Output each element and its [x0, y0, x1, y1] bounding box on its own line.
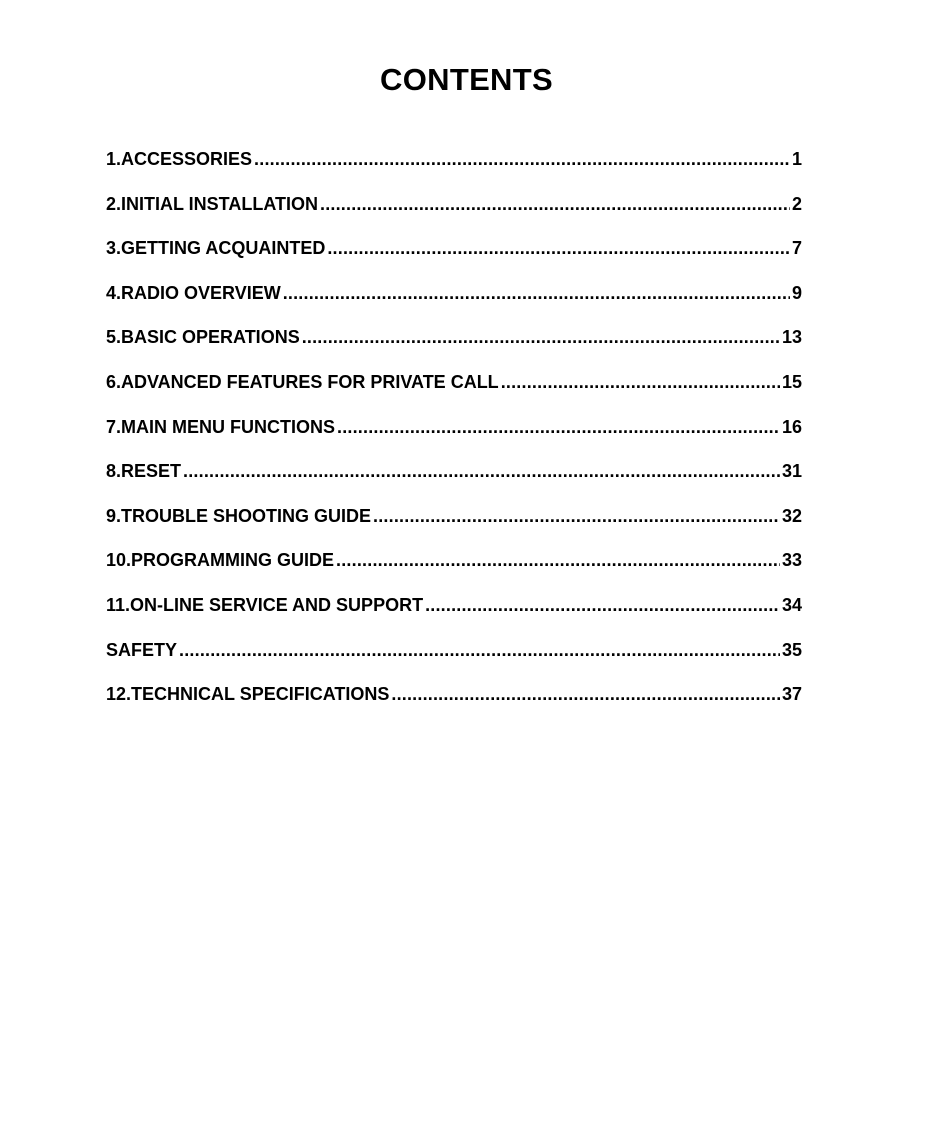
toc-dot-leader — [254, 147, 790, 171]
table-of-contents — [106, 147, 802, 727]
toc-dot-leader — [373, 504, 780, 528]
toc-entry-page-number: 31 — [781, 461, 802, 482]
toc-dot-leader — [320, 192, 790, 216]
toc-entry-label: 2.INITIAL INSTALLATION — [106, 193, 318, 214]
toc-entry-label: 12.TECHNICAL SPECIFICATIONS — [106, 684, 390, 705]
toc-dot-leader — [327, 236, 790, 260]
toc-dot-leader — [336, 548, 780, 572]
toc-dot-leader — [183, 459, 780, 483]
toc-entry-page-number: 2 — [791, 193, 802, 214]
toc-entry[interactable] — [106, 325, 802, 370]
toc-entry-page-number: 34 — [781, 594, 802, 615]
toc-entry[interactable] — [106, 548, 802, 593]
toc-entry-label: 10.PROGRAMMING GUIDE — [106, 550, 335, 571]
toc-entry-label: SAFETY — [106, 639, 178, 660]
toc-entry[interactable] — [106, 682, 802, 727]
toc-dot-leader — [302, 325, 780, 349]
toc-entry-page-number: 7 — [791, 238, 802, 259]
toc-dot-leader — [283, 281, 790, 305]
toc-entry-label: 5.BASIC OPERATIONS — [106, 327, 300, 348]
toc-entry[interactable] — [106, 236, 802, 281]
toc-entry[interactable] — [106, 147, 802, 192]
toc-entry-page-number: 16 — [781, 416, 802, 437]
toc-entry-page-number: 1 — [791, 149, 802, 169]
toc-entry-label: 1.ACCESSORIES — [106, 149, 253, 169]
toc-entry-page-number: 15 — [781, 371, 802, 392]
toc-dot-leader — [337, 415, 780, 439]
toc-entry-label: 11.ON-LINE SERVICE AND SUPPORT — [106, 594, 424, 615]
toc-entry[interactable] — [106, 504, 802, 549]
toc-entry[interactable] — [106, 593, 802, 638]
toc-entry-page-number: 37 — [781, 684, 802, 705]
toc-entry-label: 4.RADIO OVERVIEW — [106, 282, 281, 303]
toc-entry[interactable] — [106, 415, 802, 460]
page-title: CONTENTS — [380, 62, 553, 97]
toc-entry[interactable] — [106, 192, 802, 237]
toc-dot-leader — [179, 638, 780, 662]
toc-entry-label: 9.TROUBLE SHOOTING GUIDE — [106, 505, 372, 526]
toc-entry-label: 6.ADVANCED FEATURES FOR PRIVATE CALL — [106, 371, 499, 392]
toc-entry[interactable] — [106, 370, 802, 415]
toc-entry-page-number: 9 — [791, 282, 802, 303]
toc-entry[interactable] — [106, 638, 802, 683]
toc-entry-page-number: 13 — [781, 327, 802, 348]
toc-entry[interactable] — [106, 459, 802, 504]
toc-entry-page-number: 32 — [781, 505, 802, 526]
toc-entry-label: 7.MAIN MENU FUNCTIONS — [106, 416, 335, 437]
toc-entry-page-number: 33 — [781, 550, 802, 571]
toc-entry-label: 8.RESET — [106, 461, 182, 482]
toc-dot-leader — [391, 682, 780, 706]
toc-entry-label: 3.GETTING ACQUAINTED — [106, 238, 326, 259]
toc-entry[interactable] — [106, 281, 802, 326]
toc-dot-leader — [501, 370, 780, 394]
toc-dot-leader — [425, 593, 780, 617]
toc-entry-page-number: 35 — [781, 639, 802, 660]
